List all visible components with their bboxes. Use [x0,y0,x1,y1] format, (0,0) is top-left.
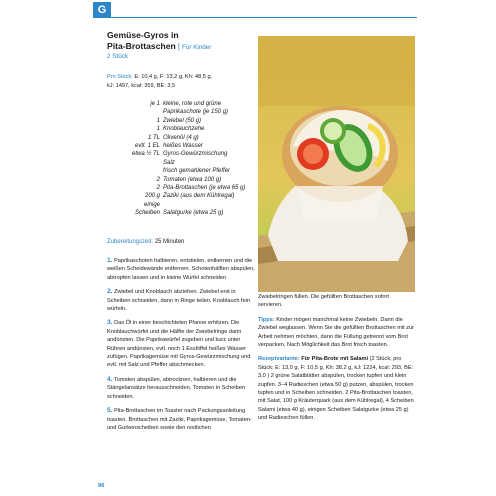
step-continuation: Zwiebelringen füllen. Die gefüllten Brottaschen sofort servieren. [258,294,389,309]
variant-title: Für Pita-Brote mit Salami [301,356,369,363]
variant-text: (2 Stück, pro Stück: E: 13,0 g, F: 10,5 g, Kh: 38,2 g, kJ: 1224, kcal: 293, BE: 3,0 ) 2 grüne Salatblätter abspülen, trocken tupfen und klein zupfen. 3–4 Radieschen (etwa 50 g) putzen, abspülen, trocken tupfen und in Scheiben schneiden. 2 Pita-Brottaschen toasten, mit Salat, 100 g Kräuterquark (aus dem Kühlregal), 4 Scheiben Salami (etwa 40 g), einigen Scheiben Salatgurke (etwa 25 g) und Radieschen füllen. [258,356,414,422]
ingredient-row [107,142,257,150]
ingredient-amount: 2 [156,185,160,192]
step-text: Pita-Brottaschen im Toaster nach Packungsanleitung toasten. Brottaschen mit Zaziki, Paprikagemüse, Tomaten- und Gurkenscheiben sowie den restlichen [107,408,252,431]
ingredient-row [107,192,257,200]
ingredient-text: Olivenöl (4 g) [163,134,199,141]
ingredient-row [107,100,257,108]
ingredient-text: Salz [163,159,175,166]
ingredient-amount [107,108,163,116]
step-item [107,376,257,401]
ingredient-amount: etwa ½ TL [131,151,160,158]
ingredient-row [107,209,257,217]
ingredient-amount: einige [143,201,160,208]
step-number: 1. [107,257,113,264]
ingredient-row [107,125,257,133]
ingredient-list [107,100,257,218]
step-text: Tomaten abspülen, abtrocknen, halbieren und die Stängelansätze herausschneiden. Tomaten in Scheiben schneiden. [107,376,245,400]
ingredient-text: Tomaten (etwa 100 g) [163,176,222,183]
right-column [258,293,415,429]
nutrition-line-2: kJ: 1497, kcal: 359, BE: 3,5 [107,82,176,89]
nutrition-label: Pro Stück: [107,74,133,80]
ingredient-text: Zaziki (aus dem Kühlregal) [163,193,235,200]
step-number: 2. [107,288,113,296]
title-line-2: Pita-Brottaschen [107,40,176,51]
variant-label: Rezeptvariante: [258,356,300,363]
page-number: 96 [98,483,105,489]
ingredient-row [107,167,257,175]
ingredient-row [107,184,257,192]
nutrition-line-1: E: 10,4 g, F: 13,2 g, Kh: 48,5 g, [134,74,213,80]
title-separator: | [177,40,180,51]
step-item [107,407,257,432]
ingredient-row [107,134,257,142]
ingredient-amount [107,159,163,167]
step-number: 4. [107,375,113,383]
ingredient-amount: 1 [156,117,160,124]
ingredient-amount [107,167,163,175]
servings: 2 Stück [107,53,128,60]
ingredient-text: Paprikaschote (je 150 g) [163,109,229,116]
prep-time-label: Zubereitungszeit: [107,239,154,245]
tips-text: Kinder mögen manchmal keine Zwiebeln. Dann die Zwiebel weglassen. Wenn Sie die gefüllten Brottaschen mit zur Arbeit nehmen möchten, dann die Füllung getrennt vom Brot verpacken. Nach Möglichkeit das Brot frisch toasten. [258,316,414,349]
ingredient-text: Salatgurke (etwa 25 g) [163,210,224,217]
tips-label: Tipps: [258,316,275,323]
ingredient-text: Gyros-Gewürzmischung [163,151,228,158]
ingredient-text: heißes Wasser [163,143,203,150]
header-rule [111,17,417,18]
tips-paragraph [258,316,415,350]
nutrition-info [107,73,257,90]
ingredient-text: frisch gemahlener Pfeffer [163,168,231,175]
ingredient-amount: evtl. 1 EL [134,143,160,150]
ingredient-text: Pita-Brottaschen (je etwa 65 g) [163,185,246,192]
ingredient-amount: 2 [156,176,160,183]
ingredient-amount: 1 TL [147,134,160,141]
recipe-photo [258,36,415,292]
instruction-steps [107,257,257,438]
ingredient-text: Knoblauchzehe [163,126,205,133]
ingredient-text [163,201,257,209]
ingredient-row [107,150,257,158]
recipe-category: Für Kinder [182,43,212,51]
variant-paragraph [258,355,415,422]
step-item [107,257,257,282]
step-text: Paprikaschoten halbieren, entstielen, entkernen und die weißen Scheidewände entfernen. Schotenhälften abspülen, abtropfen lassen und in kleine Würfel schneiden. [107,258,255,281]
step-text: Das Öl in einer beschichteten Pfanne erhitzen. Die Knoblauchwürfel und die Hälfte der Zwiebelringe darin andünsten. Die Paprikawürfel zugeben und kurz unter Rühren andünsten, evtl. noch 1 Esslöffel heißes Wasser zufügen. Paprikagemüse mit Gyros-Gewürzmischung und evtl. mit Salz und Pfeffer abschmecken. [107,320,251,369]
ingredient-row [107,201,257,209]
ingredient-row [107,108,257,116]
ingredient-row [107,159,257,167]
step-text: Zwiebel und Knoblauch abziehen. Zwiebel erst in Scheiben schneiden, dann in Ringe teilen. Knoblauch fein würfeln. [107,289,251,313]
ingredient-amount: 1 [156,126,160,133]
step-number: 3. [107,319,113,327]
step-item [107,288,257,313]
title-line-1: Gemüse-Gyros in [107,30,179,40]
prep-time-value: 25 Minuten [154,239,185,245]
step-number: 5. [107,407,113,415]
prep-time [107,239,184,245]
chapter-tab: G [93,2,111,18]
ingredient-amount: 200 g [144,193,160,200]
ingredient-row [107,176,257,184]
ingredient-amount: Scheiben [134,210,160,217]
ingredient-amount: je 1 [150,101,160,107]
step-item [107,319,257,369]
ingredient-text: Zwiebel (50 g) [163,117,202,124]
ingredient-row [107,117,257,125]
recipe-title [107,30,257,53]
ingredient-text: kleine, rote und grüne [163,101,222,107]
